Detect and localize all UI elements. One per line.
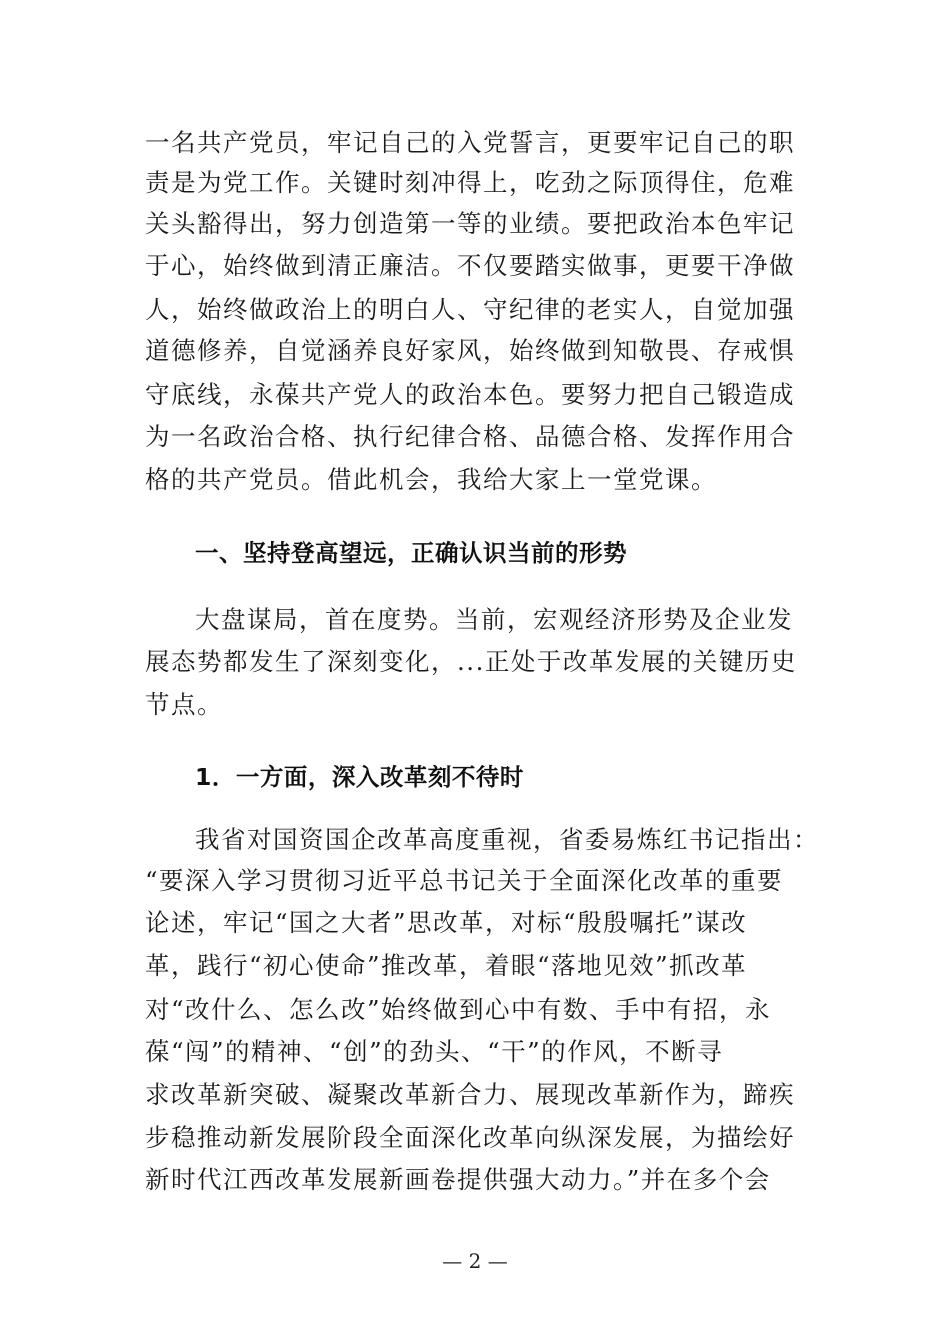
- paragraph-line: 革，践行“初心使命”推改革，着眼“落地见效”抓改革: [145, 951, 748, 980]
- paragraph-line: 关头豁得出，努力创造第一等的业绩。要把政治本色牢记: [145, 209, 795, 238]
- paragraph-line: 格的共产党员。借此机会，我给大家上一堂党课。: [145, 465, 717, 494]
- paragraph-line: 葆“闯”的精神、“创”的劲头、“干”的作风，不断寻: [145, 1037, 724, 1066]
- paragraph-line: 步稳推动新发展阶段全面深化改革向纵深发展，为描绘好: [145, 1123, 795, 1152]
- paragraph-line: 求改革新突破、凝聚改革新合力、展现改革新作为，蹄疾: [145, 1080, 795, 1109]
- paragraph-line: 新时代江西改革发展新画卷提供强大动力。”并在多个会: [145, 1165, 771, 1194]
- paragraph-line: 我省对国资国企改革高度重视，省委易炼红书记指出：: [195, 825, 819, 854]
- paragraph-line: 对“改什么、怎么改”始终做到心中有数、手中有招，永: [145, 995, 772, 1024]
- paragraph-line: 于心，始终做到清正廉洁。不仅要踏实做事，更要干净做: [145, 251, 795, 280]
- paragraph-line: “要深入学习贯彻习近平总书记关于全面深化改革的重要: [145, 866, 784, 895]
- paragraph-line: 道德修养，自觉涵养良好家风，始终做到知敬畏、存戒惧: [145, 336, 795, 365]
- paragraph-line: 为一名政治合格、执行纪律合格、品德合格、发挥作用合: [145, 422, 795, 451]
- paragraph-line: 节点。: [145, 690, 223, 719]
- paragraph-line: 一名共产党员，牢记自己的入党誓言，更要牢记自己的职: [145, 128, 795, 157]
- paragraph-line: 展态势都发生了深刻变化，...正处于改革发展的关键历史: [145, 647, 797, 676]
- paragraph-line: 人，始终做政治上的明白人、守纪律的老实人，自觉加强: [145, 295, 795, 324]
- subsection-heading: 1．一方面，深入改革刻不待时: [195, 763, 524, 791]
- page-number: — 2 —: [442, 1249, 508, 1273]
- paragraph-line: 大盘谋局，首在度势。当前，宏观经济形势及企业发: [195, 605, 793, 634]
- paragraph-line: 守底线，永葆共产党人的政治本色。要努力把自己锻造成: [145, 380, 795, 409]
- section-heading: 一、坚持登高望远，正确认识当前的形势: [195, 539, 627, 567]
- paragraph-line: 责是为党工作。关键时刻冲得上，吃劲之际顶得住，危难: [145, 168, 795, 197]
- paragraph-line: 论述，牢记“国之大者”思改革，对标“殷殷嘱托”谋改: [145, 908, 748, 937]
